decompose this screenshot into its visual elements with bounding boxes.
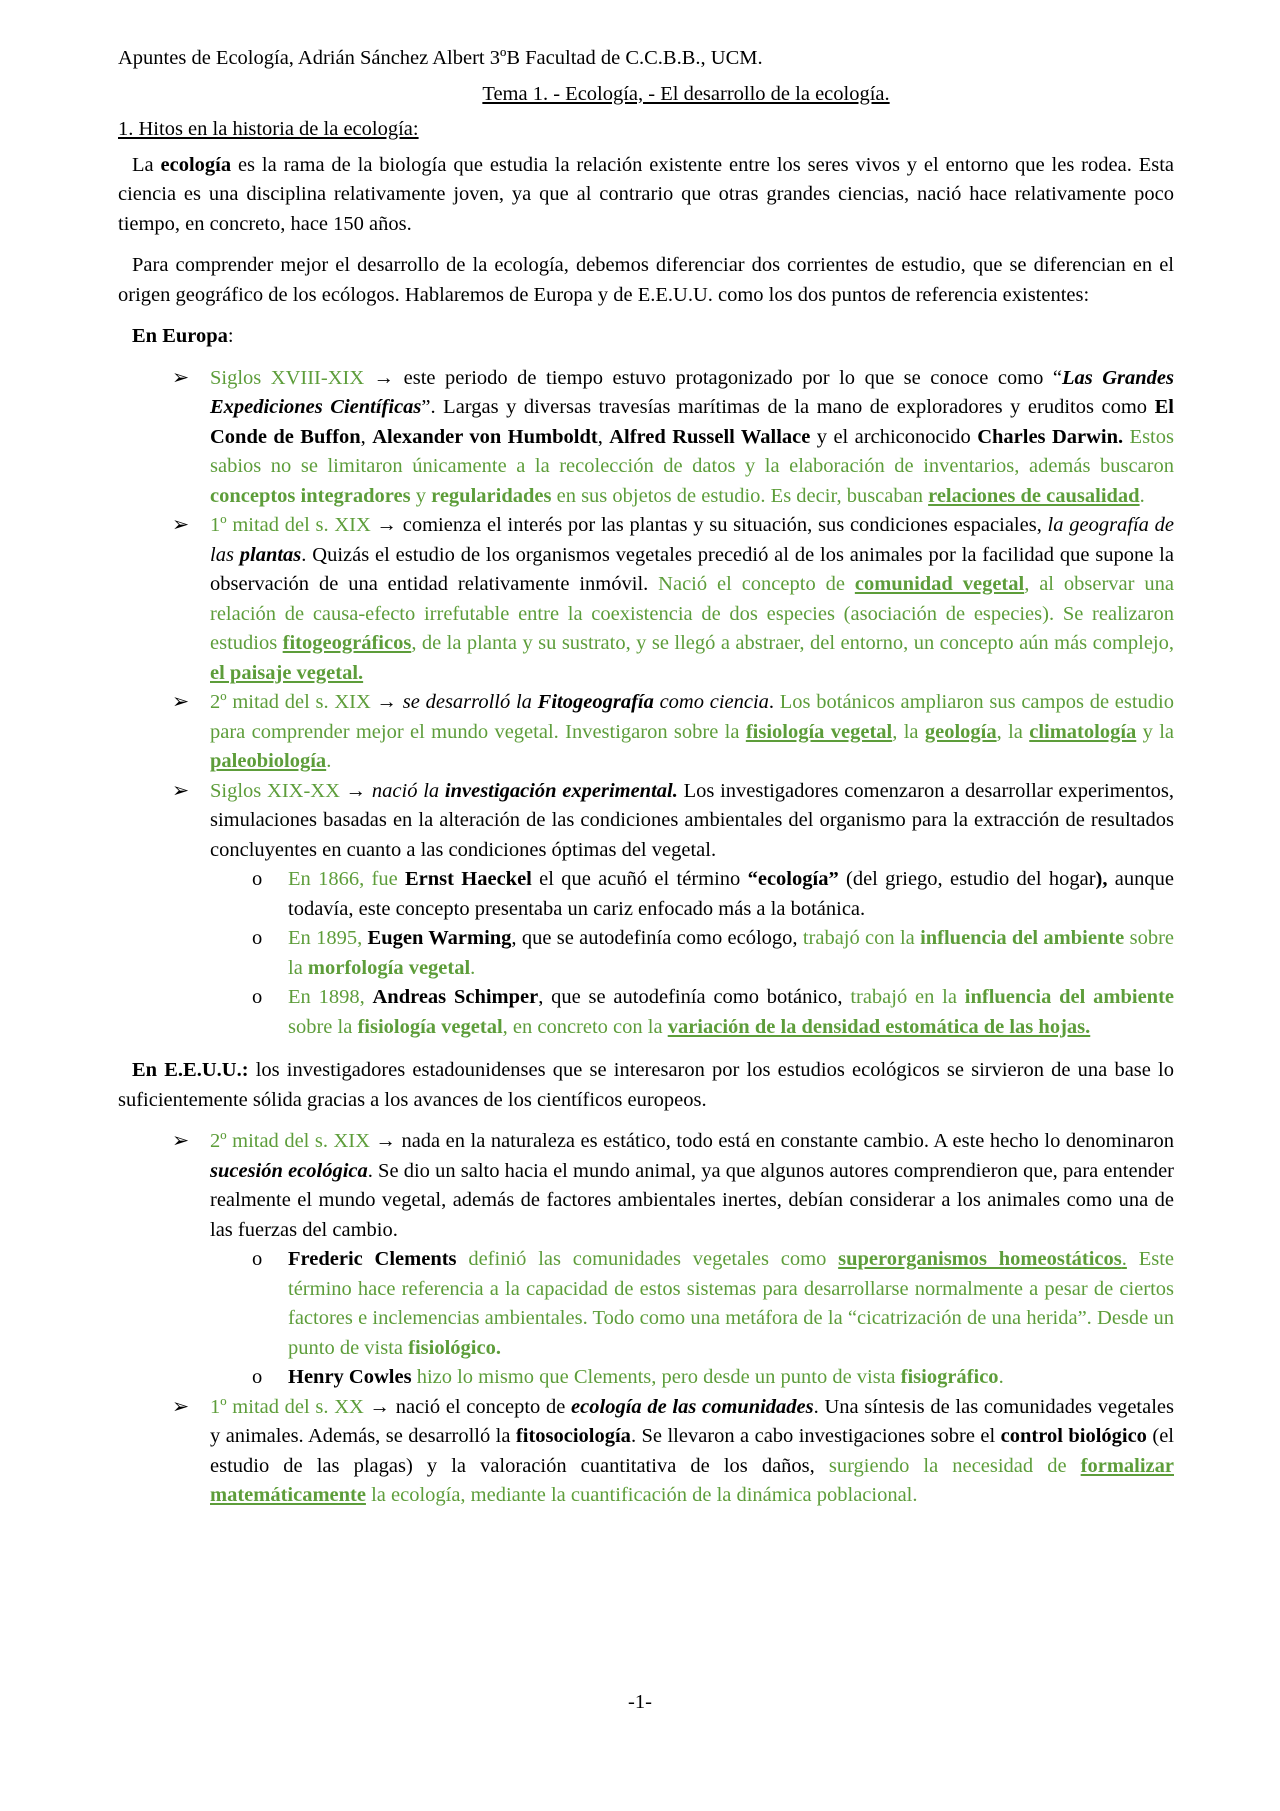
text-run: climatología <box>1029 720 1137 743</box>
text-run: . Se dio un salto hacia el mundo animal, ya que algunos autores comprendieron que, para entender realmente el mundo vegetal, además de factores ambientales inertes, debían considerar a los animales como una de las fuerzas del cambio. <box>210 1159 1174 1241</box>
text-run: y la <box>1136 720 1175 743</box>
text-run: sucesión ecológica <box>210 1159 368 1182</box>
text-run: trabajó en la <box>850 986 965 1008</box>
text-run: , que se autodefinía como botánico, <box>538 986 851 1008</box>
intro-paragraph-1 <box>118 151 1174 240</box>
text-run: Los botánicos ampliaron sus campos de estudio para comprender mejor el mundo vegetal. Investigaron sobre la <box>210 691 1174 743</box>
text-run: definió las comunidades vegetales como <box>456 1248 839 1270</box>
text-run: Alfred Russell Wallace <box>609 425 811 448</box>
text-run: fisiológico. <box>408 1336 501 1359</box>
text-run: 1º mitad del s. XIX <box>210 514 377 536</box>
circle-bullet-icon: o <box>252 986 263 1008</box>
text-run: fisiología vegetal <box>745 720 893 743</box>
bullet-item <box>118 511 1174 688</box>
arrowhead-bullet-icon: ➢ <box>172 366 190 389</box>
text-run: 2º mitad del s. XIX <box>210 1130 376 1152</box>
text-run: hizo lo mismo que Clements, pero desde un punto de vista <box>411 1366 901 1388</box>
text-run: ”. Largas y diversas travesías marítimas de la mano de exploradores y eruditos como <box>421 396 1155 418</box>
arrow-right-icon: → <box>373 366 395 389</box>
text-run: morfología vegetal <box>307 956 471 979</box>
section-heading: 1. Hitos en la historia de la ecología: <box>118 118 419 140</box>
text-run: aunque todavía, este concepto presentaba un cariz enfocado más a la botánica. <box>288 868 1175 920</box>
circle-bullet-icon: o <box>252 927 263 949</box>
text-run: Henry Cowles <box>288 1366 412 1388</box>
text-run: el paisaje vegetal. <box>210 661 364 684</box>
text-run: ecología <box>160 153 232 176</box>
text-run: La <box>132 153 161 176</box>
text-run: nada en la naturaleza es estático, todo está en constante cambio. A este hecho lo denominaron <box>395 1130 1174 1152</box>
sub-bullet-item <box>210 865 1174 924</box>
text-run: Andreas Schimper <box>372 986 539 1008</box>
circle-bullet-icon: o <box>252 1366 263 1388</box>
text-run: influencia del ambiente <box>920 927 1125 949</box>
text-run: “ecología” <box>747 868 839 890</box>
usa-bullet-list <box>118 1127 1174 1511</box>
text-run: En 1898, <box>288 986 373 1008</box>
text-run: , <box>597 425 610 448</box>
arrowhead-bullet-icon: ➢ <box>172 1395 190 1418</box>
text-run: Nació el concepto de <box>658 573 855 595</box>
sub-bullet-item <box>210 1363 1174 1393</box>
text-run: En 1895, <box>288 927 368 949</box>
text-run: Eugen Warming <box>367 927 512 949</box>
text-run: control biológico <box>1000 1425 1147 1447</box>
text-run: geología <box>924 720 997 743</box>
text-run: . <box>1139 484 1145 507</box>
text-run: sobre la <box>288 1015 358 1038</box>
arrowhead-bullet-icon: ➢ <box>172 691 190 713</box>
text-run: . Una síntesis de las comunidades vegetales y animales. Además, se desarrolló la <box>210 1395 1174 1447</box>
text-run: este periodo de tiempo estuvo protagonizado por lo que se conoce como “ <box>394 366 1062 389</box>
circle-bullet-icon: o <box>252 1248 263 1270</box>
arrow-right-icon: → <box>376 691 398 713</box>
text-run: plantas <box>239 543 302 566</box>
text-run: Siglos XVIII-XIX <box>210 366 374 389</box>
text-run: conceptos integradores <box>210 484 411 507</box>
sub-bullet-list <box>210 1245 1174 1393</box>
text-run: , que se autodefinía como ecólogo, <box>511 927 803 949</box>
text-run: . <box>1121 1248 1127 1270</box>
sub-bullet-item <box>210 983 1174 1042</box>
text-run: se desarrolló la <box>397 691 538 713</box>
text-run: , <box>360 425 373 448</box>
text-run: (del griego, estudio del hogar <box>838 868 1096 890</box>
text-run: fisiología vegetal <box>357 1015 503 1038</box>
text-run: 1º mitad del s. XX <box>210 1395 370 1418</box>
text-run: En E.E.U.U.: <box>132 1059 249 1081</box>
europe-heading <box>132 322 1174 352</box>
text-run: comienza el interés por las plantas y su situación, sus condiciones espaciales, <box>397 514 1048 536</box>
text-run: Para comprender mejor el desarrollo de la ecología, debemos diferenciar dos corrientes de estudio, que se diferencian en el origen geográfico de los ecólogos. Hablaremos de Europa y de E.E.U.U. como los dos puntos de referencia existentes: <box>118 254 1174 306</box>
bullet-item <box>118 1127 1174 1393</box>
text-run: influencia del ambiente <box>964 986 1174 1008</box>
text-run: , de la planta y su sustrato, y se llegó a abstraer, del entorno, un concepto aún más complejo, <box>411 632 1175 654</box>
document-header: Apuntes de Ecología, Adrián Sánchez Albert 3ºB Facultad de C.C.B.B., UCM. <box>118 47 763 69</box>
text-run: nació el concepto de <box>390 1395 572 1418</box>
text-run: . <box>768 691 780 713</box>
page-number: -1- <box>628 1691 652 1713</box>
sub-bullet-list <box>210 865 1174 1042</box>
text-run: Ernst Haeckel <box>405 868 532 890</box>
text-run: , en concreto con la <box>502 1015 668 1038</box>
bullet-item <box>118 1393 1174 1511</box>
text-run: fitosociología <box>515 1425 631 1447</box>
text-run: los investigadores estadounidenses que se interesaron por los estudios ecológicos se sirvieron de una base lo suficientemente sólida gracias a los avances de los científicos europeos. <box>118 1059 1174 1111</box>
text-run: investigación experimental. <box>444 779 678 802</box>
text-run: El Conde de Buffon <box>210 396 1174 448</box>
sub-bullet-item <box>210 924 1174 983</box>
bullet-item <box>118 777 1174 1043</box>
usa-intro-paragraph <box>118 1056 1174 1115</box>
text-run: Charles Darwin. <box>977 425 1124 448</box>
text-run: , la <box>892 720 925 743</box>
text-run: trabajó con la <box>802 927 921 949</box>
text-run: En 1866, fue <box>288 868 405 890</box>
page-title: Tema 1. - Ecología, - El desarrollo de la ecología. <box>482 82 890 105</box>
europe-bullet-list <box>118 364 1174 1043</box>
text-run: superorganismos homeostáticos <box>838 1248 1122 1270</box>
arrow-right-icon: → <box>369 1395 391 1418</box>
intro-paragraph-2 <box>118 251 1174 310</box>
text-run: ), <box>1095 868 1108 890</box>
text-run: . <box>470 956 476 979</box>
arrowhead-bullet-icon: ➢ <box>172 514 190 536</box>
text-run: ecología de las comunidades <box>571 1395 814 1418</box>
text-run: regularidades <box>431 484 552 507</box>
text-run: sobre la <box>288 927 1175 979</box>
text-run: . Se llevaron a cabo investigaciones sobre el <box>630 1425 1001 1447</box>
text-run: . <box>326 750 332 772</box>
bullet-item <box>118 688 1174 777</box>
text-run: como ciencia <box>653 691 769 713</box>
text-run: 2º mitad del s. XIX <box>210 691 377 713</box>
arrow-right-icon: → <box>376 514 398 536</box>
arrowhead-bullet-icon: ➢ <box>172 1130 190 1152</box>
text-run: Alexander von Humboldt <box>372 425 598 448</box>
text-run: , al observar una relación de causa-efecto irrefutable entre la coexistencia de dos especies (asociación de especies). Se realizaron estudios <box>210 573 1174 654</box>
text-run: y el archiconocido <box>810 425 978 448</box>
text-run: Frederic Clements <box>288 1248 457 1270</box>
text-run: formalizar matemáticamente <box>210 1454 1174 1506</box>
text-run: (el estudio de las plagas) y la valoración cuantitativa de los daños, <box>210 1425 1175 1477</box>
text-run: Estos sabios no se limitaron únicamente a la recolección de datos y la elaboración de inventarios, además buscaron <box>210 425 1174 477</box>
text-run: relaciones de causalidad <box>928 484 1140 507</box>
europe-label: En Europa <box>132 325 228 347</box>
text-run: . <box>998 1366 1004 1388</box>
text-run: el que acuñó el término <box>531 868 748 890</box>
arrow-right-icon: → <box>375 1130 396 1152</box>
text-run: comunidad vegetal <box>854 573 1025 595</box>
text-run: Este término hace referencia a la capacidad de estos sistemas para desarrollarse normalmente a pesar de ciertos factores e inclemencias ambientales. Todo como una metáfora de la “cicatrización de una herida”. Desde un punto de vista <box>288 1248 1174 1359</box>
text-run: Las Grandes Expediciones Científicas <box>210 366 1174 418</box>
arrow-right-icon: → <box>345 779 367 802</box>
text-run: . Quizás el estudio de los organismos vegetales precedió al de los animales por la facilidad que supone la observación de una entidad relativamente inmóvil. <box>210 543 1174 595</box>
sub-bullet-item <box>210 1245 1174 1363</box>
arrowhead-bullet-icon: ➢ <box>172 779 190 802</box>
text-run: Los investigadores comenzaron a desarrollar experimentos, simulaciones basadas en la alteración de las condiciones ambientales del organismo para la extracción de resultados concluyentes en cuanto a las condiciones óptimas del vegetal. <box>210 779 1174 861</box>
text-run: la ecología, mediante la cuantificación de la dinámica poblacional. <box>365 1484 918 1506</box>
text-run: es la rama de la biología que estudia la relación existente entre los seres vivos y el entorno que les rodea. Esta ciencia es una disciplina relativamente joven, ya que al contrario que otras grandes ciencias, nació hace relativamente poco tiempo, en concreto, hace 150 años. <box>118 153 1174 235</box>
text-run: Siglos XIX-XX <box>210 779 346 802</box>
circle-bullet-icon: o <box>252 868 263 890</box>
text-run: Fitogeografía <box>537 691 654 713</box>
text-run: nació la <box>366 779 445 802</box>
text-run: en sus objetos de estudio. Es decir, buscaban <box>551 484 929 507</box>
text-run: la geografía de las <box>210 514 1175 566</box>
text-run: fisiográfico <box>900 1366 999 1388</box>
text-run: paleobiología <box>210 750 327 772</box>
text-run: y <box>410 484 432 507</box>
europe-colon: : <box>227 325 234 347</box>
bullet-item <box>118 364 1174 512</box>
text-run: fitogeográficos <box>282 632 412 654</box>
text-run: surgiendo la necesidad de <box>828 1454 1081 1477</box>
text-run: variación de la densidad estomática de las hojas. <box>667 1015 1091 1038</box>
text-run: , la <box>996 720 1030 743</box>
